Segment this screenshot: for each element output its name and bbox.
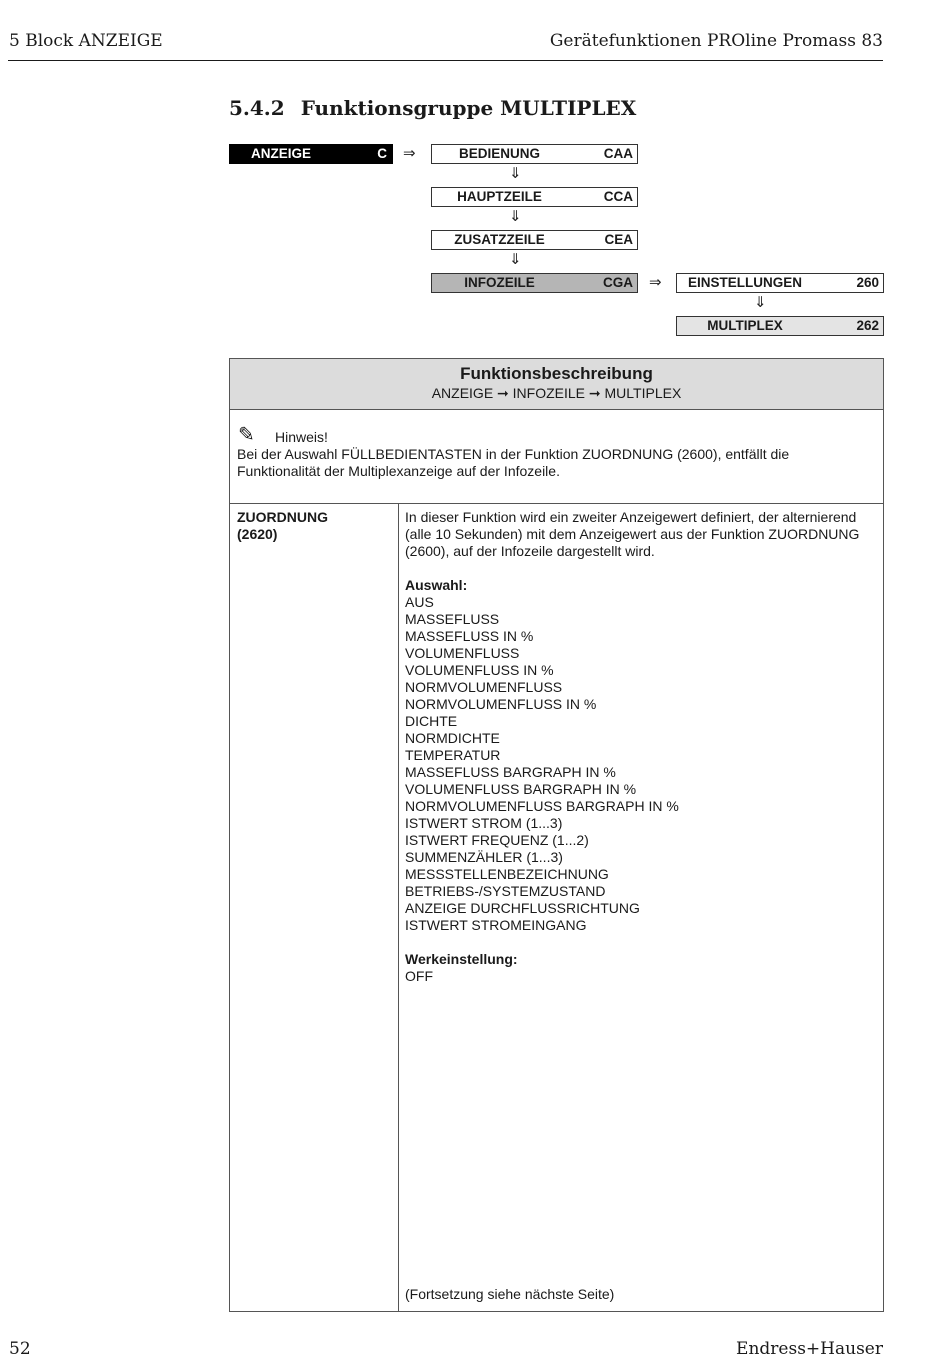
option-item: BETRIEBS-/SYSTEMZUSTAND — [405, 883, 606, 899]
option-item: ISTWERT STROMEINGANG — [405, 917, 587, 933]
group-code: CAA — [603, 146, 633, 161]
section-heading — [229, 96, 636, 120]
note-text: Bei der Auswahl FÜLLBEDIENTASTEN in der Funktion ZUORDNUNG (2600), entfällt die Funktionalität der Multiplexanzeige auf der Infozeile. — [237, 446, 790, 479]
subgroup-label: EINSTELLUNGEN — [687, 275, 802, 290]
option-item: NORMVOLUMENFLUSS BARGRAPH IN % — [405, 798, 679, 814]
subgroup-label: MULTIPLEX — [707, 318, 783, 333]
arrow-down-icon: ⇓ — [509, 165, 522, 182]
option-item: SUMMENZÄHLER (1...3) — [405, 849, 563, 865]
option-item: MASSEFLUSS BARGRAPH IN % — [405, 764, 616, 780]
group-code: CCA — [603, 189, 633, 204]
page-number: 52 — [9, 1339, 31, 1359]
option-item: AUS — [405, 594, 434, 610]
subgroup-code: 262 — [856, 318, 879, 333]
group-code: CEA — [604, 232, 633, 247]
note-row — [230, 409, 883, 504]
note-heading: Hinweis! — [275, 429, 328, 445]
arrow-right-icon: ⇒ — [649, 274, 662, 291]
option-item: ISTWERT STROM (1...3) — [405, 815, 563, 831]
group-box-hauptzeile — [431, 187, 638, 207]
group-label: INFOZEILE — [464, 275, 535, 290]
column-divider — [398, 503, 399, 1311]
brand-logo-text: Endress+Hauser — [736, 1339, 883, 1359]
options-list — [405, 594, 875, 934]
block-code: C — [377, 146, 387, 161]
table-path: ANZEIGE ➞ INFOZEILE ➞ MULTIPLEX — [431, 385, 682, 401]
option-item: VOLUMENFLUSS BARGRAPH IN % — [405, 781, 637, 797]
group-box-zusatzzeile — [431, 230, 638, 250]
subgroup-box-einstellungen — [676, 273, 884, 293]
options-heading: Auswahl: — [405, 577, 468, 593]
option-item: VOLUMENFLUSS IN % — [405, 662, 554, 678]
table-title: Funktionsbeschreibung — [460, 364, 653, 383]
option-item: TEMPERATUR — [405, 747, 501, 763]
default-heading: Werkeinstellung: — [405, 951, 518, 967]
group-code: CGA — [603, 275, 633, 290]
function-code: (2620) — [237, 526, 278, 542]
group-box-infozeile — [431, 273, 638, 293]
option-item: VOLUMENFLUSS — [405, 645, 520, 661]
pencil-note-icon: ✎ — [238, 424, 255, 446]
function-description: In dieser Funktion wird ein zweiter Anzeigewert definiert, der alternierend (alle 10 Sekunden) mit dem Anzeigewert aus der Funktion ZUORDNUNG (2600), auf der Infozeile dargestellt wird. — [405, 509, 860, 559]
option-item: DICHTE — [405, 713, 458, 729]
group-label: HAUPTZEILE — [457, 189, 542, 204]
section-title: Funktionsgruppe MULTIPLEX — [300, 96, 637, 120]
block-label: ANZEIGE — [250, 146, 311, 161]
group-box-bedienung — [431, 144, 638, 164]
group-label: BEDIENUNG — [458, 146, 540, 161]
running-header-title: Gerätefunktionen PROline Promass 83 — [549, 31, 883, 51]
header-rule — [8, 60, 883, 61]
running-header-section: 5 Block ANZEIGE — [9, 31, 163, 51]
arrow-right-icon: ⇒ — [403, 145, 416, 162]
group-label: ZUSATZZEILE — [454, 232, 545, 247]
arrow-down-icon: ⇓ — [509, 208, 522, 225]
function-name-cell — [237, 509, 397, 543]
function-description-cell — [405, 509, 875, 985]
arrow-down-icon: ⇓ — [509, 251, 522, 268]
option-item: MASSEFLUSS IN % — [405, 628, 534, 644]
function-name: ZUORDNUNG — [237, 509, 328, 525]
option-item: NORMVOLUMENFLUSS — [405, 679, 563, 695]
option-item: ISTWERT FREQUENZ (1...2) — [405, 832, 589, 848]
subgroup-box-multiplex — [676, 316, 884, 336]
option-item: NORMDICHTE — [405, 730, 500, 746]
block-box-anzeige — [229, 144, 393, 164]
option-item: NORMVOLUMENFLUSS IN % — [405, 696, 597, 712]
default-value: OFF — [405, 968, 433, 984]
option-item: MASSEFLUSS — [405, 611, 500, 627]
arrow-down-icon: ⇓ — [754, 294, 767, 311]
subgroup-code: 260 — [856, 275, 879, 290]
table-header — [230, 359, 883, 410]
option-item: ANZEIGE DURCHFLUSSRICHTUNG — [405, 900, 640, 916]
section-number: 5.4.2 — [229, 96, 285, 120]
option-item: MESSSTELLENBEZEICHNUNG — [405, 866, 609, 882]
continuation-note: (Fortsetzung siehe nächste Seite) — [405, 1286, 615, 1302]
function-description-table — [229, 358, 884, 1312]
